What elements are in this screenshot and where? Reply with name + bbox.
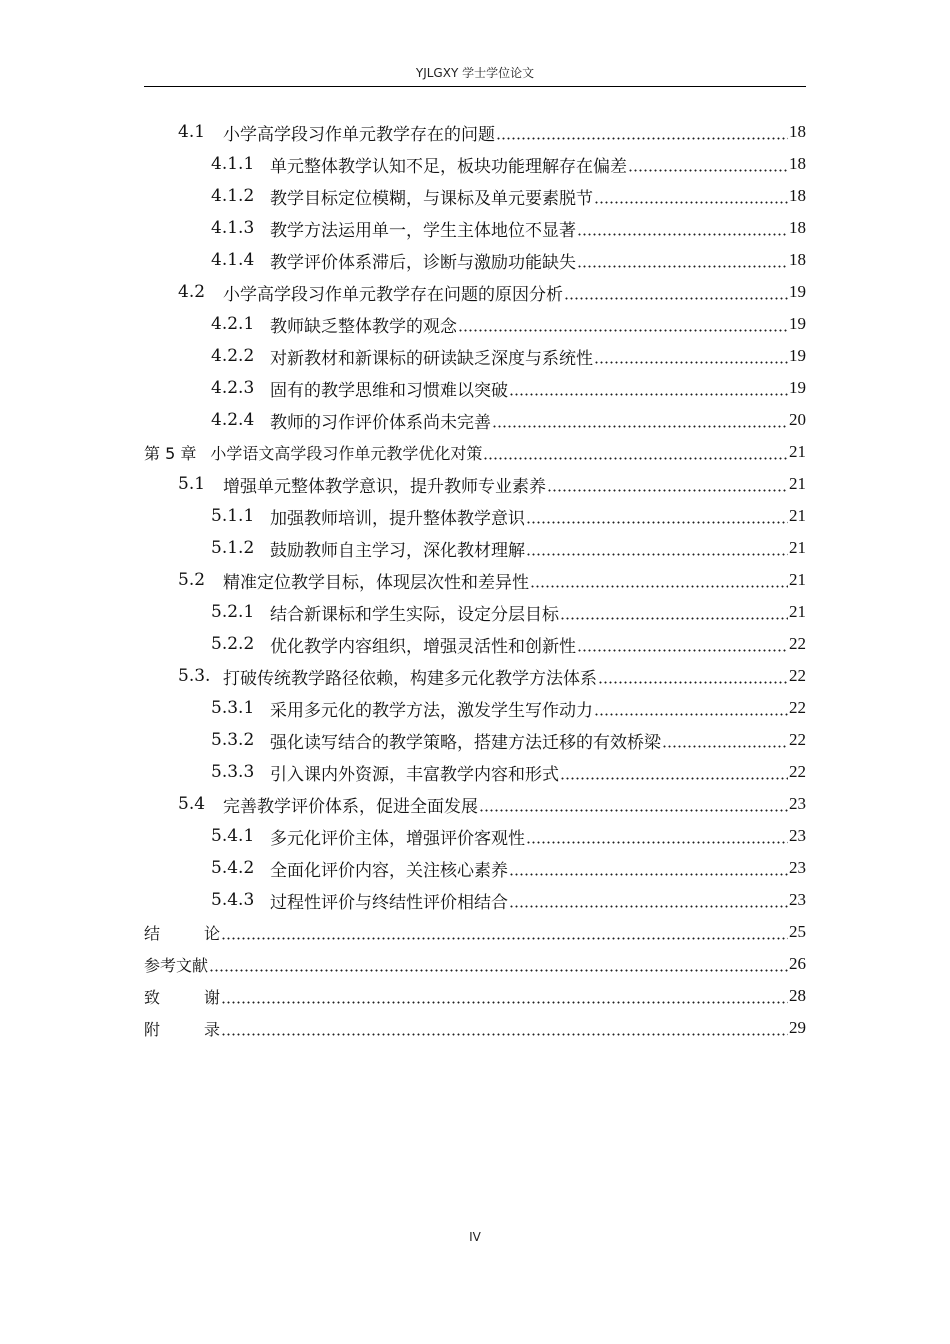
toc-entry-number: 第 5 章 bbox=[144, 443, 197, 463]
page-number: IV bbox=[469, 1230, 481, 1244]
toc-page-number: 21 bbox=[789, 474, 806, 493]
toc-entry-title: 单元整体教学认知不足，板块功能理解存在偏差 bbox=[270, 156, 627, 177]
toc-dot-leader bbox=[509, 852, 788, 884]
toc-entry-number: 5.1.2 bbox=[211, 538, 255, 558]
toc-page-number: 23 bbox=[789, 794, 806, 813]
toc-entry[interactable] bbox=[144, 244, 806, 276]
toc-dot-leader bbox=[509, 372, 788, 404]
toc-page-number: 18 bbox=[789, 218, 806, 237]
toc-entry-title: 加强教师培训，提升整体教学意识 bbox=[270, 508, 525, 529]
toc-entry-title: 小学语文高学段习作单元教学优化对策 bbox=[210, 443, 483, 463]
toc-entry-number: 5.2.1 bbox=[211, 602, 255, 622]
toc-dot-leader bbox=[221, 1012, 788, 1044]
toc-page-number: 18 bbox=[789, 154, 806, 173]
toc-entry-number: 4.2.1 bbox=[211, 314, 255, 334]
toc-entry[interactable] bbox=[144, 852, 806, 884]
toc-dot-leader bbox=[496, 116, 788, 148]
toc-entry[interactable] bbox=[144, 916, 806, 948]
toc-dot-leader bbox=[479, 788, 788, 820]
toc-entry-title: 小学高学段习作单元教学存在问题的原因分析 bbox=[223, 284, 563, 305]
toc-entry-number: 4.2.4 bbox=[211, 410, 255, 430]
toc-entry-title: 教学评价体系滞后，诊断与激励功能缺失 bbox=[270, 252, 576, 273]
toc-entry[interactable] bbox=[144, 532, 806, 564]
toc-dot-leader bbox=[547, 468, 788, 500]
toc-entry-number: 4.1.3 bbox=[211, 218, 255, 238]
toc-dot-leader bbox=[209, 948, 788, 980]
toc-page-number: 19 bbox=[789, 314, 806, 333]
toc-entry-number: 5.3. bbox=[178, 666, 211, 686]
toc-entry-title: 附 录 bbox=[144, 1019, 220, 1039]
toc-entry[interactable] bbox=[144, 628, 806, 660]
toc-entry[interactable] bbox=[144, 980, 806, 1012]
toc-page-number: 26 bbox=[789, 954, 806, 973]
toc-page-number: 19 bbox=[789, 378, 806, 397]
toc-entry[interactable] bbox=[144, 692, 806, 724]
toc-entry[interactable] bbox=[144, 276, 806, 308]
toc-dot-leader bbox=[526, 500, 788, 532]
toc-entry-title: 小学高学段习作单元教学存在的问题 bbox=[223, 124, 495, 145]
header-divider bbox=[144, 86, 806, 87]
toc-entry-title: 优化教学内容组织，增强灵活性和创新性 bbox=[270, 636, 576, 657]
toc-dot-leader bbox=[594, 340, 788, 372]
toc-entry[interactable] bbox=[144, 308, 806, 340]
toc-entry-title: 增强单元整体教学意识，提升教师专业素养 bbox=[223, 476, 546, 497]
toc-page-number: 21 bbox=[789, 602, 806, 621]
toc-page-number: 19 bbox=[789, 282, 806, 301]
toc-entry-number: 5.4.3 bbox=[211, 890, 255, 910]
table-of-contents bbox=[144, 116, 806, 1044]
toc-entry-number: 4.2.2 bbox=[211, 346, 255, 366]
toc-page-number: 22 bbox=[789, 666, 806, 685]
toc-entry-title: 参考文献 bbox=[144, 955, 209, 975]
toc-entry[interactable] bbox=[144, 500, 806, 532]
toc-entry-number: 5.1 bbox=[178, 474, 206, 494]
toc-page-number: 22 bbox=[789, 698, 806, 717]
toc-page-number: 22 bbox=[789, 634, 806, 653]
toc-dot-leader bbox=[662, 724, 788, 756]
toc-entry-title: 全面化评价内容，关注核心素养 bbox=[270, 860, 508, 881]
toc-entry-title: 对新教材和新课标的研读缺乏深度与系统性 bbox=[270, 348, 593, 369]
toc-entry[interactable] bbox=[144, 180, 806, 212]
toc-entry-number: 5.3.3 bbox=[211, 762, 255, 782]
toc-page-number: 23 bbox=[789, 890, 806, 909]
toc-dot-leader bbox=[594, 180, 788, 212]
toc-page-number: 19 bbox=[789, 346, 806, 365]
toc-entry-number: 5.1.1 bbox=[211, 506, 255, 526]
toc-entry-title: 固有的教学思维和习惯难以突破 bbox=[270, 380, 508, 401]
toc-entry[interactable] bbox=[144, 404, 806, 436]
toc-dot-leader bbox=[560, 756, 788, 788]
toc-entry[interactable] bbox=[144, 948, 806, 980]
toc-entry-title: 结 论 bbox=[144, 923, 220, 943]
toc-entry-title: 精准定位教学目标，体现层次性和差异性 bbox=[223, 572, 529, 593]
toc-dot-leader bbox=[458, 308, 788, 340]
toc-entry-number: 5.4.1 bbox=[211, 826, 255, 846]
toc-page-number: 21 bbox=[789, 506, 806, 525]
toc-entry[interactable] bbox=[144, 884, 806, 916]
page-header: YJLGXY 学士学位论文 bbox=[415, 66, 535, 80]
toc-entry[interactable] bbox=[144, 468, 806, 500]
toc-entry-number: 5.4.2 bbox=[211, 858, 255, 878]
toc-entry[interactable] bbox=[144, 660, 806, 692]
toc-entry[interactable] bbox=[144, 788, 806, 820]
toc-dot-leader bbox=[492, 404, 788, 436]
toc-dot-leader bbox=[483, 436, 788, 468]
toc-page-number: 28 bbox=[789, 986, 806, 1005]
toc-entry[interactable] bbox=[144, 596, 806, 628]
toc-entry-number: 5.2 bbox=[178, 570, 206, 590]
toc-dot-leader bbox=[560, 596, 788, 628]
toc-entry[interactable] bbox=[144, 340, 806, 372]
toc-entry-title: 多元化评价主体，增强评价客观性 bbox=[270, 828, 525, 849]
toc-page-number: 18 bbox=[789, 250, 806, 269]
toc-entry-number: 4.1.1 bbox=[211, 154, 255, 174]
toc-entry-number: 4.2.3 bbox=[211, 378, 255, 398]
toc-entry[interactable] bbox=[144, 756, 806, 788]
toc-entry[interactable] bbox=[144, 116, 806, 148]
toc-dot-leader bbox=[628, 148, 788, 180]
toc-entry-title: 打破传统教学路径依赖，构建多元化教学方法体系 bbox=[223, 668, 597, 689]
toc-entry-number: 5.3.2 bbox=[211, 730, 255, 750]
toc-entry[interactable] bbox=[144, 564, 806, 596]
toc-entry-title: 采用多元化的教学方法，激发学生写作动力 bbox=[270, 700, 593, 721]
toc-entry[interactable] bbox=[144, 436, 806, 468]
toc-dot-leader bbox=[577, 212, 788, 244]
toc-entry[interactable] bbox=[144, 372, 806, 404]
toc-entry[interactable] bbox=[144, 148, 806, 180]
toc-page-number: 25 bbox=[789, 922, 806, 941]
toc-entry-title: 结合新课标和学生实际，设定分层目标 bbox=[270, 604, 559, 625]
toc-page-number: 22 bbox=[789, 730, 806, 749]
toc-entry-title: 教学方法运用单一，学生主体地位不显著 bbox=[270, 220, 576, 241]
toc-page-number: 21 bbox=[789, 442, 806, 461]
toc-page-number: 23 bbox=[789, 858, 806, 877]
toc-page-number: 18 bbox=[789, 122, 806, 141]
toc-entry-title: 教师的习作评价体系尚未完善 bbox=[270, 412, 491, 433]
toc-entry-title: 教师缺乏整体教学的观念 bbox=[270, 316, 457, 337]
toc-dot-leader bbox=[221, 980, 788, 1012]
toc-entry-title: 致 谢 bbox=[144, 987, 220, 1007]
toc-entry[interactable] bbox=[144, 724, 806, 756]
toc-dot-leader bbox=[577, 628, 788, 660]
toc-entry-number: 5.3.1 bbox=[211, 698, 255, 718]
toc-dot-leader bbox=[598, 660, 788, 692]
toc-entry-number: 4.1 bbox=[178, 122, 206, 142]
toc-dot-leader bbox=[577, 244, 788, 276]
toc-dot-leader bbox=[509, 884, 788, 916]
toc-entry-title: 鼓励教师自主学习，深化教材理解 bbox=[270, 540, 525, 561]
toc-dot-leader bbox=[530, 564, 788, 596]
toc-entry-number: 5.2.2 bbox=[211, 634, 255, 654]
toc-entry-number: 4.1.4 bbox=[211, 250, 255, 270]
toc-entry-title: 引入课内外资源，丰富教学内容和形式 bbox=[270, 764, 559, 785]
toc-entry-title: 强化读写结合的教学策略，搭建方法迁移的有效桥梁 bbox=[270, 732, 661, 753]
toc-entry[interactable] bbox=[144, 820, 806, 852]
toc-page-number: 21 bbox=[789, 570, 806, 589]
toc-page-number: 23 bbox=[789, 826, 806, 845]
toc-entry[interactable] bbox=[144, 1012, 806, 1044]
toc-entry-title: 教学目标定位模糊，与课标及单元要素脱节 bbox=[270, 188, 593, 209]
toc-dot-leader bbox=[526, 532, 788, 564]
toc-page-number: 29 bbox=[789, 1018, 806, 1037]
toc-dot-leader bbox=[564, 276, 788, 308]
toc-page-number: 18 bbox=[789, 186, 806, 205]
toc-entry-number: 4.1.2 bbox=[211, 186, 255, 206]
toc-entry-number: 5.4 bbox=[178, 794, 206, 814]
toc-dot-leader bbox=[526, 820, 788, 852]
toc-page-number: 20 bbox=[789, 410, 806, 429]
toc-page-number: 21 bbox=[789, 538, 806, 557]
toc-page-number: 22 bbox=[789, 762, 806, 781]
toc-dot-leader bbox=[594, 692, 788, 724]
toc-entry-title: 过程性评价与终结性评价相结合 bbox=[270, 892, 508, 913]
toc-entry-title: 完善教学评价体系，促进全面发展 bbox=[223, 796, 478, 817]
toc-entry-number: 4.2 bbox=[178, 282, 206, 302]
toc-entry[interactable] bbox=[144, 212, 806, 244]
toc-dot-leader bbox=[221, 916, 788, 948]
